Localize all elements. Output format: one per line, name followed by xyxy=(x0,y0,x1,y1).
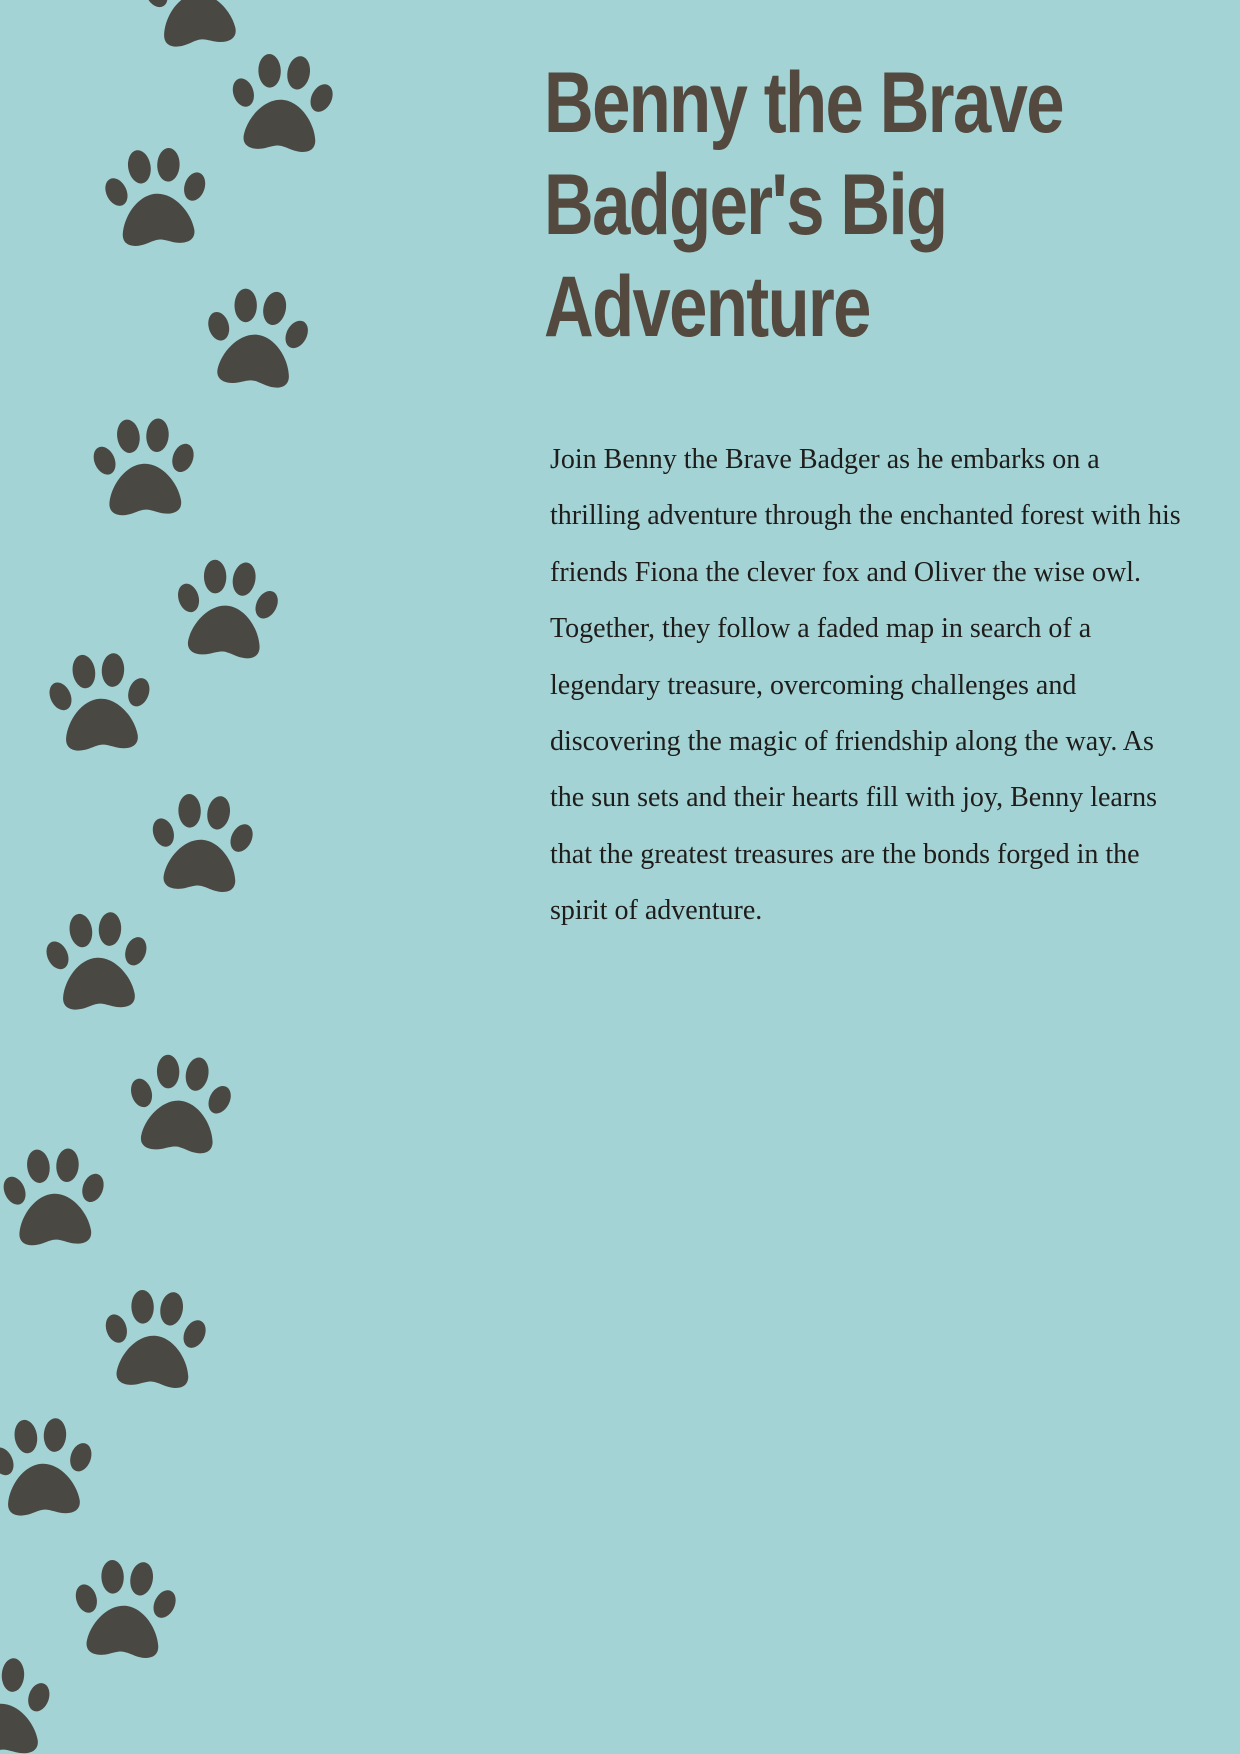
paw-print-icon xyxy=(96,136,216,256)
paw-print-icon xyxy=(0,1407,101,1525)
paw-print-icon xyxy=(222,42,342,162)
paw-print-icon xyxy=(41,642,159,760)
paw-print-icon xyxy=(0,1138,112,1254)
paw-print-icon xyxy=(195,275,318,398)
paw-print-icon xyxy=(95,1278,215,1398)
paw-print-icon xyxy=(142,782,262,902)
book-description: Join Benny the Brave Badger as he embarks on a thrilling adventure through the enchanted forest with his friends Fiona the clever fox and Oliver the wise owl. Together, they follow a faded map in search of a legendary treasure, overcoming challenges and discovering the magic of friendship along the way. As the sun sets and their hearts fill with joy, Benny learns that the greatest treasures are the bonds forged in the spirit of adventure. xyxy=(550,444,1181,927)
book-title: Benny the Brave Badger's Big Adventure xyxy=(544,55,1063,355)
paw-print-icon xyxy=(65,1548,185,1668)
paw-print-icon xyxy=(119,1042,240,1163)
paw-print-icon xyxy=(0,1647,59,1754)
paw-print-trail xyxy=(0,0,440,1754)
paw-print-icon xyxy=(166,547,287,668)
paw-print-icon xyxy=(86,408,202,524)
paw-print-icon xyxy=(38,901,156,1019)
